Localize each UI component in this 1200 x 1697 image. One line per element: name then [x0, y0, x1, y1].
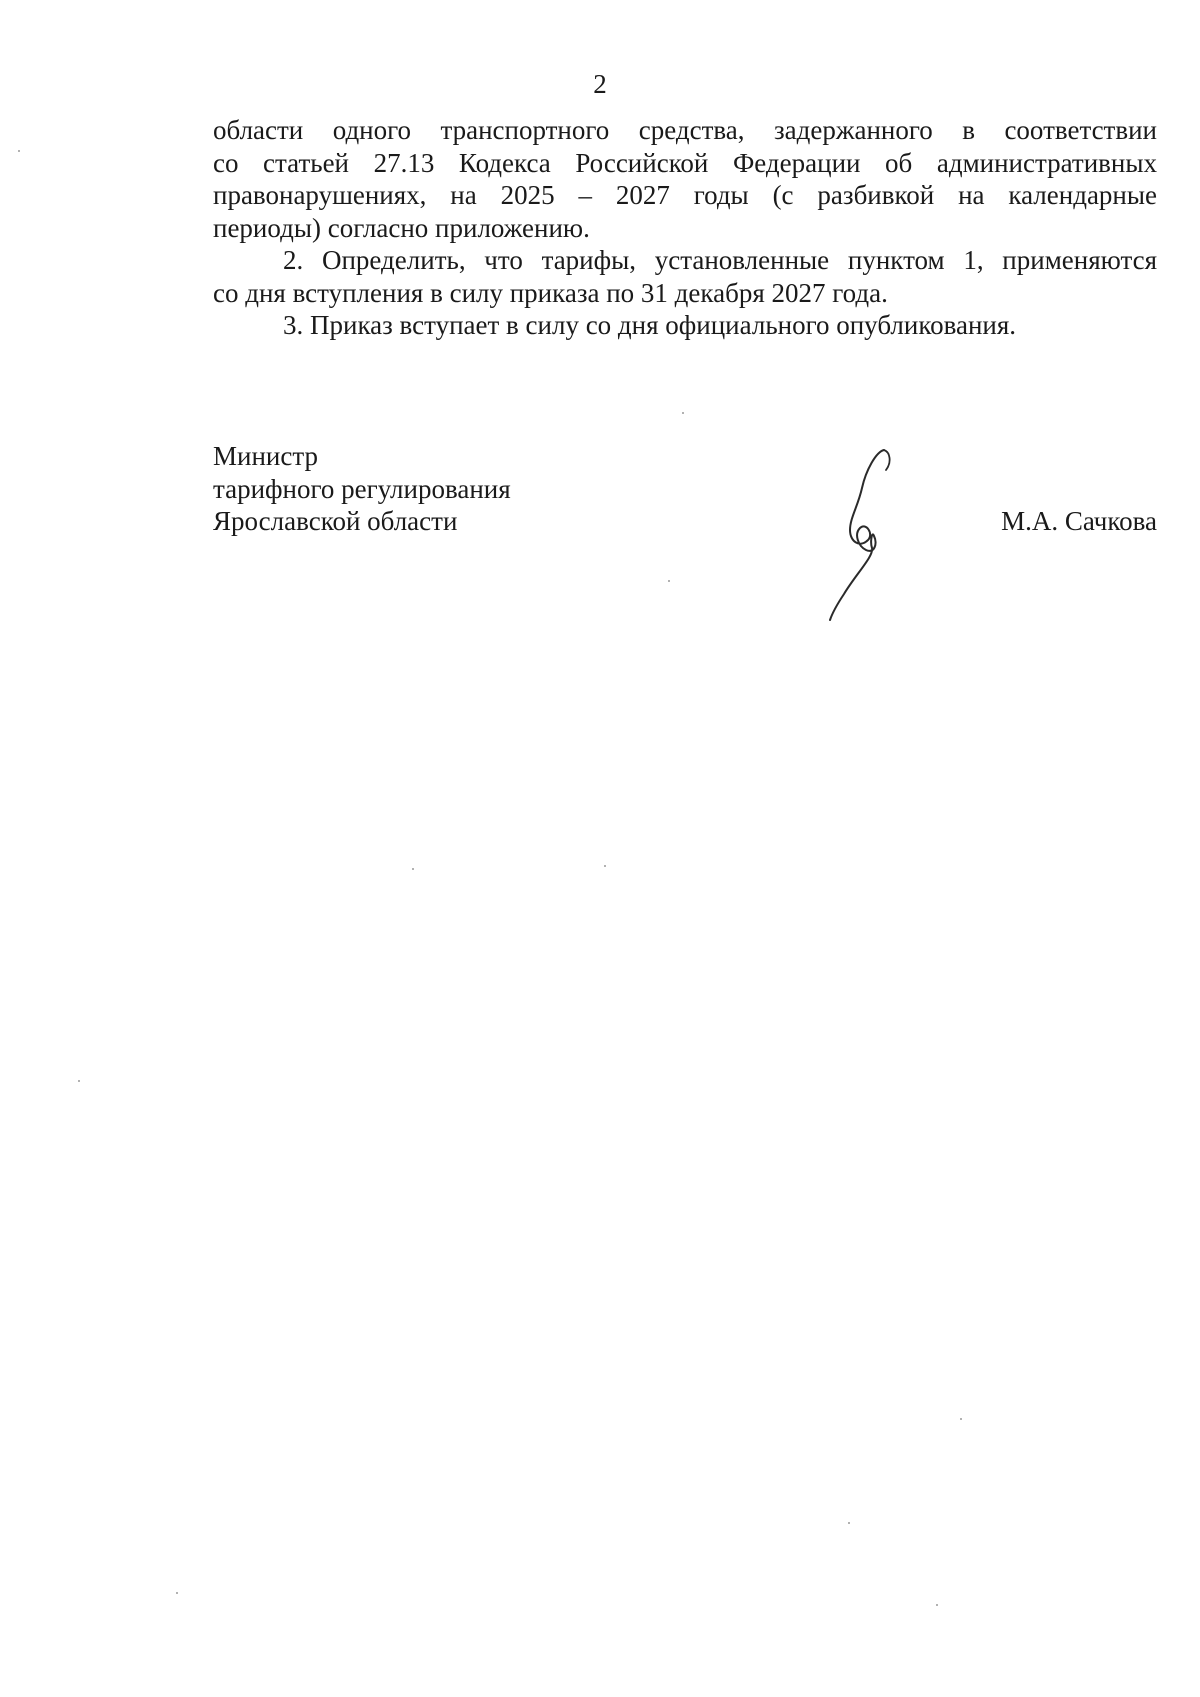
- paragraph-3-line: 3. Приказ вступает в силу со дня официального опубликования.: [283, 310, 1017, 340]
- scan-speck: [936, 1604, 938, 1606]
- paragraph-1-line: периоды) согласно приложению.: [213, 212, 590, 243]
- scan-speck: [682, 412, 684, 414]
- signatory-name: М.А. Сачкова: [1001, 506, 1157, 536]
- handwritten-signature: [820, 448, 930, 623]
- paragraph-3: [213, 309, 1157, 342]
- paragraph-2: [213, 244, 1157, 309]
- signatory-position: [213, 440, 511, 538]
- signatory-position-line: тарифного регулирования: [213, 473, 511, 504]
- signatory-position-line: Министр: [213, 441, 318, 471]
- scan-speck: [604, 865, 606, 867]
- scan-speck: [176, 1592, 178, 1594]
- paragraph-2-line: 2. Определить, что тарифы, установленные пунктом 1, применяются: [283, 245, 1157, 275]
- signatory-position-line: Ярославской области: [213, 506, 458, 536]
- paragraph-1-line: со статьей 27.13 Кодекса Российской Федерации об административных: [213, 147, 1157, 178]
- document-body: [213, 114, 1157, 342]
- scan-speck: [412, 868, 414, 870]
- paragraph-1: [213, 114, 1157, 244]
- scan-speck: [78, 1080, 80, 1082]
- paragraph-1-line: правонарушениях, на 2025 – 2027 годы (с разбивкой на календарные: [213, 180, 1157, 210]
- scan-speck: [668, 580, 670, 582]
- paragraph-2-line: со дня вступления в силу приказа по 31 декабря 2027 года.: [213, 277, 888, 308]
- page-number: 2: [593, 69, 607, 99]
- scan-speck: [960, 1418, 962, 1420]
- scan-speck: [18, 150, 20, 152]
- scan-speck: [848, 1522, 850, 1524]
- paragraph-1-line: области одного транспортного средства, задержанного в соответствии: [213, 115, 1157, 145]
